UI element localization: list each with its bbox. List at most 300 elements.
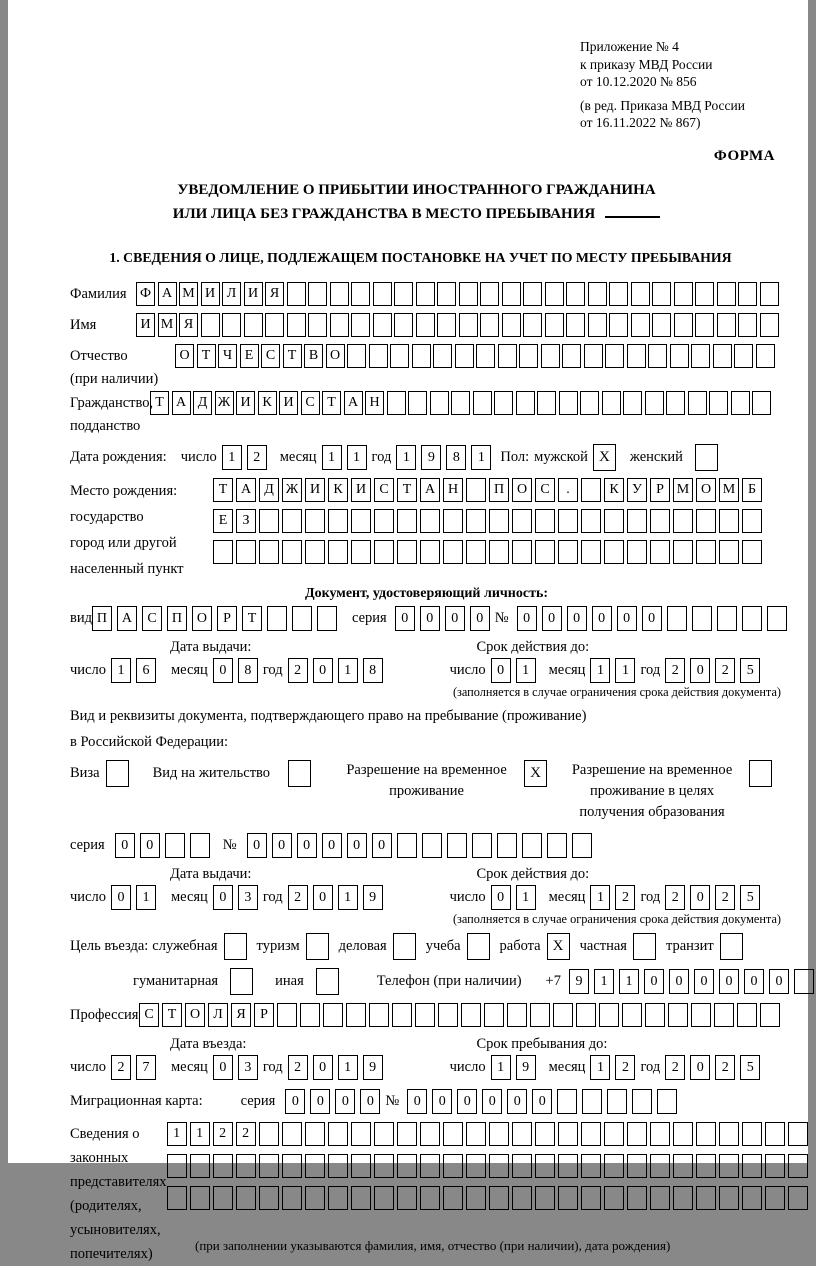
- char-cell: [557, 1089, 577, 1114]
- char-cell: 2: [715, 1055, 735, 1080]
- profession-label: Профессия: [70, 1006, 139, 1023]
- stay-until-header: Срок пребывания до:: [476, 1035, 608, 1052]
- char-cell: [559, 391, 578, 415]
- identity-doc-row: [70, 606, 783, 631]
- char-cell: А: [344, 391, 363, 415]
- sex-female-checkbox: [695, 444, 718, 471]
- option-temp-residence: Разрешение на временное проживание X: [339, 760, 547, 802]
- char-cell: Д: [193, 391, 212, 415]
- char-cell: 0: [517, 606, 537, 631]
- char-cell: [287, 282, 306, 306]
- char-cell: [374, 1154, 394, 1178]
- doc-valid-year: год 2 0 2 5: [640, 658, 765, 683]
- representatives-row1-cells: [167, 1122, 811, 1146]
- char-cell: Н: [365, 391, 384, 415]
- char-cell: 0: [313, 885, 333, 910]
- char-cell: [691, 344, 710, 368]
- char-cell: [305, 540, 325, 564]
- char-cell: [259, 1154, 279, 1178]
- char-cell: [558, 1154, 578, 1178]
- char-cell: [369, 1003, 389, 1027]
- char-cell: [696, 1122, 716, 1146]
- doc-valid-month: месяц 1 1: [549, 658, 641, 683]
- char-cell: [443, 1122, 463, 1146]
- char-cell: [259, 1186, 279, 1210]
- representatives-row3-cells: [167, 1186, 811, 1210]
- char-cell: [190, 833, 210, 858]
- char-cell: [167, 1154, 187, 1178]
- char-cell: С: [535, 478, 555, 502]
- char-cell: [512, 540, 532, 564]
- char-cell: [480, 282, 499, 306]
- char-cell: [323, 1003, 343, 1027]
- char-cell: [422, 833, 442, 858]
- char-cell: О: [512, 478, 532, 502]
- char-cell: 0: [285, 1089, 305, 1114]
- char-cell: [673, 509, 693, 533]
- char-cell: [489, 509, 509, 533]
- char-cell: 2: [615, 885, 635, 910]
- char-cell: [351, 1154, 371, 1178]
- residence-issue-year: год 2 0 1 9: [263, 885, 388, 910]
- char-cell: [512, 1186, 532, 1210]
- char-cell: 0: [744, 969, 764, 994]
- birthplace-block: [70, 478, 783, 582]
- char-cell: [627, 1122, 647, 1146]
- char-cell: [752, 391, 771, 415]
- char-cell: [420, 1154, 440, 1178]
- char-cell: [742, 1186, 762, 1210]
- char-cell: 1: [590, 658, 610, 683]
- char-cell: [282, 1154, 302, 1178]
- sex-female-label: женский: [629, 449, 683, 466]
- residence-issue-month: месяц 0 3: [171, 885, 263, 910]
- char-cell: [165, 833, 185, 858]
- char-cell: 1: [338, 1055, 358, 1080]
- char-cell: [330, 282, 349, 306]
- char-cell: [737, 1003, 757, 1027]
- doc-kind-cells: [92, 606, 342, 631]
- char-cell: [351, 540, 371, 564]
- char-cell: Т: [150, 391, 169, 415]
- char-cell: 1: [590, 885, 610, 910]
- title-blank-underline: [605, 202, 660, 218]
- legal-reference-block: [580, 38, 765, 132]
- char-cell: [512, 1154, 532, 1178]
- char-cell: [558, 1122, 578, 1146]
- char-cell: Л: [208, 1003, 228, 1027]
- char-cell: Т: [213, 478, 233, 502]
- char-cell: И: [305, 478, 325, 502]
- char-cell: [466, 1122, 486, 1146]
- char-cell: [466, 1154, 486, 1178]
- char-cell: [201, 313, 220, 337]
- char-cell: [305, 509, 325, 533]
- option-visa: Виза: [70, 760, 129, 787]
- char-cell: [420, 1186, 440, 1210]
- char-cell: [719, 1186, 739, 1210]
- char-cell: 8: [446, 445, 466, 470]
- migration-card-row: [70, 1089, 783, 1114]
- char-cell: [328, 509, 348, 533]
- char-cell: .: [558, 478, 578, 502]
- order-date-line: от 10.12.2020 № 856: [580, 74, 697, 90]
- char-cell: [489, 540, 509, 564]
- stay-month: месяц 1 2: [549, 1055, 641, 1080]
- char-cell: [476, 344, 495, 368]
- char-cell: [648, 344, 667, 368]
- char-cell: 0: [335, 1089, 355, 1114]
- char-cell: М: [673, 478, 693, 502]
- char-cell: [609, 282, 628, 306]
- char-cell: [668, 1003, 688, 1027]
- option-temp-residence-education: Разрешение на временное проживание в целях получения образования: [563, 760, 772, 823]
- char-cell: [742, 540, 762, 564]
- entry-date-header: Дата въезда:: [170, 1035, 247, 1052]
- purpose-transit: транзит: [666, 933, 743, 960]
- char-cell: [691, 1003, 711, 1027]
- char-cell: 9: [363, 1055, 383, 1080]
- entry-date-headers: [70, 1036, 783, 1053]
- purpose-label: Цель въезда:: [70, 937, 149, 954]
- char-cell: 0: [482, 1089, 502, 1114]
- char-cell: 2: [213, 1122, 233, 1146]
- char-cell: 0: [769, 969, 789, 994]
- char-cell: Т: [283, 344, 302, 368]
- char-cell: Ж: [215, 391, 234, 415]
- phone-cells: [569, 969, 816, 994]
- char-cell: [473, 391, 492, 415]
- doc-series-label: серия: [351, 610, 387, 627]
- char-cell: [408, 391, 427, 415]
- identity-doc-dates-row: [70, 658, 783, 683]
- char-cell: [443, 1186, 463, 1210]
- char-cell: [604, 509, 624, 533]
- char-cell: З: [236, 509, 256, 533]
- char-cell: [545, 313, 564, 337]
- char-cell: [558, 1186, 578, 1210]
- char-cell: [351, 1186, 371, 1210]
- char-cell: 0: [213, 885, 233, 910]
- char-cell: 1: [615, 658, 635, 683]
- char-cell: [512, 1122, 532, 1146]
- citizenship-label: Гражданство, подданство: [70, 395, 154, 435]
- char-cell: 0: [297, 833, 317, 858]
- char-cell: 0: [395, 606, 415, 631]
- char-cell: [719, 1122, 739, 1146]
- surname-row: [70, 282, 783, 307]
- char-cell: [415, 1003, 435, 1027]
- char-cell: 0: [407, 1089, 427, 1114]
- residence-number-label: №: [222, 836, 237, 853]
- char-cell: 1: [111, 658, 131, 683]
- char-cell: [576, 1003, 596, 1027]
- char-cell: [580, 391, 599, 415]
- char-cell: [455, 344, 474, 368]
- given-name-cells: [136, 313, 781, 337]
- char-cell: М: [719, 478, 739, 502]
- char-cell: Т: [322, 391, 341, 415]
- char-cell: [374, 509, 394, 533]
- char-cell: 2: [111, 1055, 131, 1080]
- identity-doc-date-headers: [70, 639, 783, 656]
- char-cell: [167, 1186, 187, 1210]
- birthplace-row2-cells: [213, 509, 765, 533]
- doc-issue-day: число 1 6: [70, 658, 161, 683]
- purpose-business: деловая: [339, 933, 416, 960]
- char-cell: [466, 1186, 486, 1210]
- char-cell: [541, 344, 560, 368]
- char-cell: [650, 1186, 670, 1210]
- char-cell: [397, 509, 417, 533]
- residence-doc-note: (заполняется в случае ограничения срока действия документа): [452, 911, 781, 926]
- char-cell: [416, 282, 435, 306]
- representatives-label: Сведения о законных представителях (родителях, усыновителях, попечителях): [70, 1125, 167, 1262]
- char-cell: [627, 540, 647, 564]
- char-cell: [695, 313, 714, 337]
- order-line: к приказу МВД России: [580, 56, 713, 72]
- char-cell: [519, 344, 538, 368]
- char-cell: 3: [238, 1055, 258, 1080]
- char-cell: [604, 540, 624, 564]
- char-cell: [738, 313, 757, 337]
- char-cell: [584, 344, 603, 368]
- char-cell: [670, 344, 689, 368]
- birthplace-cell-rows: [213, 478, 765, 564]
- char-cell: О: [192, 606, 212, 631]
- char-cell: [489, 1186, 509, 1210]
- doc-kind-label: вид: [70, 610, 92, 627]
- char-cell: [645, 1003, 665, 1027]
- char-cell: К: [328, 478, 348, 502]
- char-cell: [535, 1154, 555, 1178]
- char-cell: Я: [265, 282, 284, 306]
- char-cell: [645, 391, 664, 415]
- char-cell: 1: [338, 658, 358, 683]
- entry-dates-row: [70, 1055, 783, 1080]
- char-cell: [673, 1154, 693, 1178]
- char-cell: [566, 313, 585, 337]
- form-title: [50, 179, 783, 227]
- char-cell: [599, 1003, 619, 1027]
- char-cell: [443, 509, 463, 533]
- char-cell: [714, 1003, 734, 1027]
- char-cell: [282, 509, 302, 533]
- migration-number-cells: [407, 1089, 682, 1114]
- char-cell: П: [489, 478, 509, 502]
- birthplace-row1-cells: [213, 478, 765, 502]
- purpose-official: служебная: [152, 933, 246, 960]
- char-cell: 1: [338, 885, 358, 910]
- char-cell: [553, 1003, 573, 1027]
- char-cell: [222, 313, 241, 337]
- char-cell: [267, 606, 287, 631]
- char-cell: [328, 1122, 348, 1146]
- char-cell: [742, 1154, 762, 1178]
- char-cell: 0: [360, 1089, 380, 1114]
- char-cell: [535, 509, 555, 533]
- char-cell: [631, 282, 650, 306]
- char-cell: И: [236, 391, 255, 415]
- char-cell: [652, 282, 671, 306]
- char-cell: [731, 391, 750, 415]
- given-name-label: Имя: [70, 317, 97, 334]
- char-cell: [282, 1186, 302, 1210]
- char-cell: 6: [136, 658, 156, 683]
- char-cell: 0: [313, 1055, 333, 1080]
- char-cell: [535, 1186, 555, 1210]
- char-cell: [190, 1154, 210, 1178]
- char-cell: [369, 344, 388, 368]
- char-cell: [788, 1186, 808, 1210]
- char-cell: П: [92, 606, 112, 631]
- char-cell: О: [175, 344, 194, 368]
- revision-line: (в ред. Приказа МВД России: [580, 97, 745, 113]
- char-cell: [652, 313, 671, 337]
- char-cell: [373, 313, 392, 337]
- char-cell: 1: [516, 885, 536, 910]
- char-cell: 0: [491, 885, 511, 910]
- char-cell: [390, 344, 409, 368]
- char-cell: И: [201, 282, 220, 306]
- char-cell: А: [158, 282, 177, 306]
- char-cell: [351, 1122, 371, 1146]
- char-cell: Ф: [136, 282, 155, 306]
- citizenship-row: [70, 391, 783, 436]
- char-cell: [287, 313, 306, 337]
- char-cell: [397, 833, 417, 858]
- char-cell: 5: [740, 885, 760, 910]
- char-cell: [742, 509, 762, 533]
- char-cell: И: [351, 478, 371, 502]
- char-cell: 2: [615, 1055, 635, 1080]
- char-cell: 9: [421, 445, 441, 470]
- char-cell: [650, 1154, 670, 1178]
- char-cell: [788, 1122, 808, 1146]
- forma-label: ФОРМА: [713, 147, 775, 164]
- char-cell: [756, 344, 775, 368]
- char-cell: [236, 540, 256, 564]
- char-cell: А: [420, 478, 440, 502]
- residence-valid-year: год 2 0 2 5: [640, 885, 765, 910]
- residence-doc-intro2: в Российской Федерации:: [70, 733, 229, 750]
- char-cell: [430, 391, 449, 415]
- char-cell: [277, 1003, 297, 1027]
- residence-valid-header: Срок действия до:: [476, 865, 590, 882]
- char-cell: 2: [715, 658, 735, 683]
- char-cell: 0: [669, 969, 689, 994]
- char-cell: 2: [665, 1055, 685, 1080]
- char-cell: 0: [690, 885, 710, 910]
- residence-valid-day: число 0 1: [450, 885, 541, 910]
- char-cell: С: [301, 391, 320, 415]
- purpose-row1: [70, 933, 783, 960]
- char-cell: 0: [247, 833, 267, 858]
- char-cell: 0: [719, 969, 739, 994]
- char-cell: [696, 540, 716, 564]
- char-cell: [330, 313, 349, 337]
- residence-issue-header: Дата выдачи:: [170, 865, 252, 882]
- char-cell: [631, 313, 650, 337]
- char-cell: 0: [313, 658, 333, 683]
- char-cell: Д: [259, 478, 279, 502]
- char-cell: [512, 509, 532, 533]
- char-cell: 2: [288, 1055, 308, 1080]
- char-cell: [607, 1089, 627, 1114]
- birthplace-row3-cells: [213, 540, 765, 564]
- stay-day: число 1 9: [450, 1055, 541, 1080]
- char-cell: [190, 1186, 210, 1210]
- tourism-checkbox: [306, 933, 329, 960]
- temp-residence-checkbox: X: [524, 760, 547, 787]
- char-cell: 2: [665, 658, 685, 683]
- phone-prefix: +7: [545, 972, 561, 989]
- char-cell: [397, 1122, 417, 1146]
- char-cell: [765, 1186, 785, 1210]
- char-cell: [530, 1003, 550, 1027]
- char-cell: [588, 313, 607, 337]
- char-cell: [213, 540, 233, 564]
- char-cell: [236, 1186, 256, 1210]
- char-cell: И: [244, 282, 263, 306]
- residence-number-cells: [247, 833, 597, 858]
- char-cell: [673, 1186, 693, 1210]
- char-cell: [489, 1154, 509, 1178]
- char-cell: [688, 391, 707, 415]
- char-cell: [259, 1122, 279, 1146]
- arrival-notification-form-page: [8, 0, 808, 1262]
- char-cell: [581, 1122, 601, 1146]
- char-cell: 2: [715, 885, 735, 910]
- char-cell: [674, 282, 693, 306]
- char-cell: [692, 606, 712, 631]
- char-cell: Т: [197, 344, 216, 368]
- char-cell: [657, 1089, 677, 1114]
- char-cell: 0: [690, 658, 710, 683]
- char-cell: 0: [642, 606, 662, 631]
- char-cell: А: [236, 478, 256, 502]
- visa-checkbox: [106, 760, 129, 787]
- representatives-cell-rows: [167, 1122, 811, 1210]
- char-cell: 0: [115, 833, 135, 858]
- char-cell: [588, 282, 607, 306]
- residence-series-cells: [115, 833, 215, 858]
- char-cell: 1: [516, 658, 536, 683]
- purpose-tourism: туризм: [257, 933, 329, 960]
- char-cell: 0: [213, 1055, 233, 1080]
- char-cell: [213, 1154, 233, 1178]
- char-cell: [623, 391, 642, 415]
- char-cell: [282, 1122, 302, 1146]
- char-cell: 0: [213, 658, 233, 683]
- char-cell: [305, 1122, 325, 1146]
- char-cell: Б: [742, 478, 762, 502]
- char-cell: [581, 1186, 601, 1210]
- doc-issue-header: Дата выдачи:: [170, 639, 252, 656]
- char-cell: [374, 1186, 394, 1210]
- char-cell: [516, 391, 535, 415]
- entry-year: год 2 0 1 9: [263, 1055, 388, 1080]
- char-cell: [489, 1122, 509, 1146]
- char-cell: 0: [532, 1089, 552, 1114]
- char-cell: [609, 313, 628, 337]
- char-cell: [713, 344, 732, 368]
- char-cell: 1: [471, 445, 491, 470]
- char-cell: О: [696, 478, 716, 502]
- entry-day: число 2 7: [70, 1055, 161, 1080]
- purpose-study: учеба: [426, 933, 490, 960]
- char-cell: [459, 282, 478, 306]
